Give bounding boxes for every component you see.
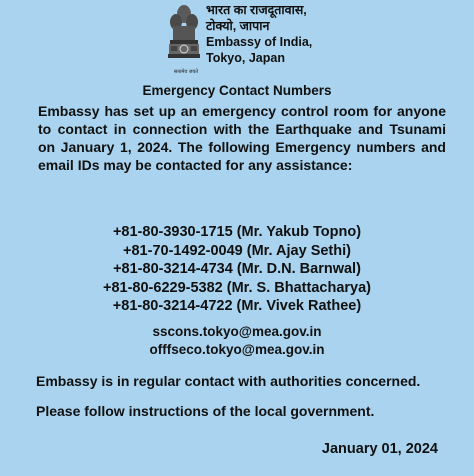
contact-line: +81-80-6229-5382 (Mr. S. Bhattacharya) [103, 279, 371, 296]
closing-statement: Embassy is in regular contact with authorities concerned. [36, 373, 421, 389]
embassy-name [206, 2, 312, 66]
contact-list [0, 223, 474, 316]
contact-line: +81-80-3930-1715 (Mr. Yakub Topno) [112, 224, 362, 240]
intro-paragraph: Embassy has set up an emergency control room for anyone to contact in connection with the Earthquake and Tsunami on January 1, 2024. The following Emergency numbers and email IDs may be contacted for any assistance: [38, 103, 446, 173]
contact-line: +81-70-1492-0049 (Mr. Ajay Sethi) [123, 242, 351, 259]
embassy-name-english-1: Embassy of India, [206, 35, 313, 49]
letterhead [166, 2, 366, 84]
contact-line: +81-80-3214-4722 (Mr. Vivek Rathee) [112, 298, 362, 314]
email-list [0, 323, 474, 359]
document-date: January 01, 2024 [321, 441, 438, 457]
email-address: offfseco.tokyo@mea.gov.in [149, 342, 325, 357]
emblem-motto: सत्यमेव जयते [173, 69, 199, 75]
contact-line: +81-80-3214-4734 (Mr. D.N. Barnwal) [113, 261, 361, 277]
national-emblem-icon [166, 2, 202, 78]
closing-instruction: Please follow instructions of the local government. [36, 403, 375, 419]
email-address: sscons.tokyo@mea.gov.in [152, 324, 322, 339]
embassy-name-english-2: Tokyo, Japan [206, 51, 285, 65]
embassy-name-hindi-1: भारत का राजदूतावास, [206, 3, 307, 17]
embassy-name-hindi-2: टोक्यो, जापान [206, 19, 270, 33]
page-title: Emergency Contact Numbers [142, 83, 332, 98]
